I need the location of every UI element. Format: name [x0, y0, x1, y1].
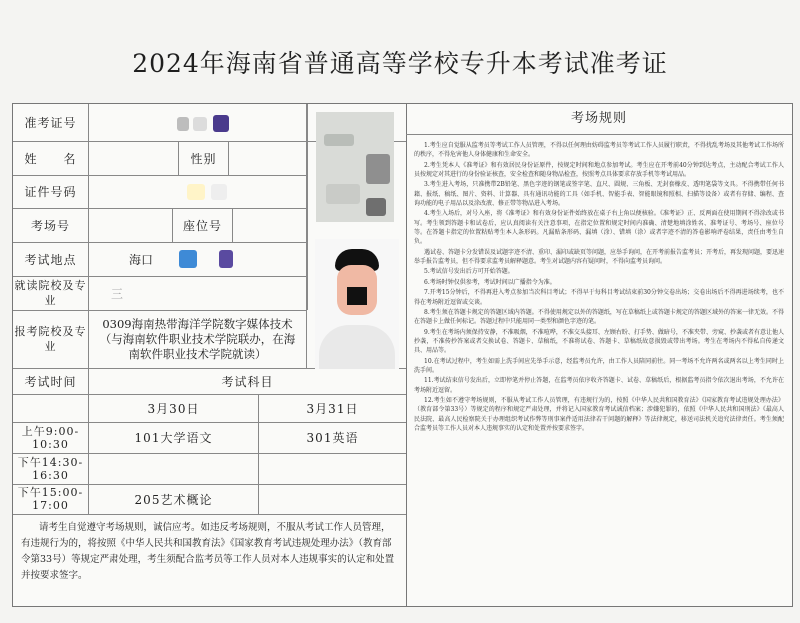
value-location: [89, 242, 307, 276]
rule-item: 6.考场时钟仅供参考，考试时间以广播指令为准。: [424, 278, 556, 286]
schedule-row-1: [13, 422, 406, 454]
label-id-no: 证件号码: [13, 175, 89, 208]
row-id-no: [13, 175, 307, 209]
exam-rules-panel: [406, 104, 792, 606]
exam-time-continued: [13, 394, 89, 422]
schedule-time-3: 下午15:00-17:00: [13, 484, 89, 514]
label-exam-time: 考试时间: [13, 368, 89, 394]
document-title: 2024年海南省普通高等学校专升本考试准考证: [132, 49, 668, 78]
row-dates: [13, 394, 406, 423]
portrait-photo: [315, 239, 399, 369]
row-location: [13, 242, 307, 277]
ticket-info-table: [13, 104, 407, 606]
schedule-subject-3-day1: 205艺术概论: [89, 484, 259, 514]
value-room-no: [89, 208, 173, 242]
value-gender: [229, 141, 307, 175]
value-id-no: [89, 175, 307, 208]
location-prefix: 海口: [129, 252, 154, 267]
school-major-prefix: 三: [111, 286, 124, 301]
rule-item: 1.考生应自觉服从监考员等考试工作人员管理，不得以任何理由妨碍监考员等考试工作人员履行职责，不得扰乱考场及其他考试工作场所的秩序，不得危害他人身体健康和生命安全。: [414, 142, 784, 159]
shoulders-shape: [319, 325, 395, 369]
schedule-time-1: 上午9:00-10:30: [13, 422, 89, 453]
schedule-subject-3-day2: [259, 484, 406, 514]
label-name: 姓 名: [13, 141, 89, 175]
integrity-note: 请考生自觉遵守考场规则，诚信应考。如违反考场规则，不服从考试工作人员管理，有违规行为的，将按照《中华人民共和国教育法》《国家教育考试违规处理办法》（教育部令第33号）等规定严肃处理，考生须配合监考员等工作人员对本人违规事实的认定和处置并按要求签字。: [21, 522, 395, 581]
redacted-blur: [213, 115, 229, 132]
rule-item: 12.考生如不遵守考场规则，不服从考试工作人员管理，有违规行为的，按照《中华人民共和国教育法》《国家教育考试违规处理办法》（教育部令第33号）等规定的程序和规定严肃处理，并将记入国家教育考试诚信档案；涉嫌犯罪的，依照《中华人民共和国刑法》《最高人民法院、最高人民检察院关于办理组织考试作弊等刑事案件适用法律若干问题的解释》等法律规定，移送司法机关追究法律责任。考生须配合监考员等工作人员对本人违规事实的认定和处置并按要求签字。: [414, 396, 784, 432]
value-exam-no: [89, 104, 307, 141]
date-day2: 3月31日: [306, 401, 359, 416]
schedule-row-3: [13, 484, 406, 515]
label-room-no: 考场号: [13, 208, 89, 242]
redacted-blur: [366, 154, 390, 184]
ticket-sheet: [12, 103, 793, 607]
label-subjects-header: 考试科目: [221, 374, 274, 389]
schedule-row-2: [13, 453, 406, 485]
rule-item: 8.考生须在答题卡规定的答题区域内答题。不得使用规定以外的答题纸，写在草稿纸上或答题卡规定的答题区域外的答案一律无效。不得在答题卡上做任何标记。答题过程中只能用同一类型和颜色字迹的笔。: [414, 308, 784, 326]
label-seat-no: 座位号: [173, 208, 233, 242]
row-room-seat: [13, 208, 307, 243]
schedule-subject-1-day1: 101大学语文: [89, 422, 259, 453]
rule-item: 3.考生进入考场，只准携带2B铅笔、黑色字迹的钢笔或签字笔、直尺、圆规、三角板、无封套橡皮、透明笔袋等文具。不得携带任何书籍、报纸、稿纸、图片、资料、计算器、具有通讯功能的工具（如手机、智能手表、智能眼镜和照相、扫描等设备）或者有存储、编程、查询功能的电子用品以及涂改液、修正带等物品进入考场。: [414, 181, 784, 208]
schedule-subject-2-day2: [259, 453, 406, 484]
rules-list: [406, 135, 792, 433]
redacted-blur: [211, 184, 227, 200]
rule-item: 10.在考试过程中，考生如需上洗手间应先举手示意，经监考员允许，由工作人员陪同前往。同一考场不允许两名或两名以上考生同时上洗手间。: [414, 357, 784, 374]
label-apply-school-major: 报考院校及专业: [13, 310, 89, 368]
schedule-subject-1-day2: 301英语: [306, 431, 359, 445]
redacted-blur: [187, 184, 205, 200]
value-apply-school-major: 0309海南热带海洋学院数字媒体技术（与海南软件职业技术学院联办，在海南软件职业技术学院就读）: [89, 310, 307, 368]
date-day1: 3月30日: [89, 394, 259, 422]
rule-item: 4.考生入场后，对号入座，将《准考证》和有效身份证件始终放在桌子右上角以便核验。《准考证》正、反两面在使用期间不得涂改或书写。考生领到答题卡和试卷后，应认真阅读有关注意事项，在指定位置和规定时间内准确、清楚地填涂姓名、准考证号、考场号、座位号等。在答题卡指定的位置粘贴考生本人条形码。凡漏贴条形码、漏填（涂）、错填（涂）或者字迹不清的答卷影响评卷结果，责任由考生自负。: [414, 210, 784, 246]
rules-heading: 考场规则: [406, 104, 792, 135]
redacted-blur: [177, 117, 189, 131]
value-name: [89, 141, 179, 175]
blurred-photo-1: [316, 112, 394, 222]
redacted-blur: [366, 198, 386, 216]
rule-item: 7.开考15分钟后，不得再进入考点参加当次科目考试；不得早于每科目考试结束前30分钟交卷出场；交卷出场后不得再进场续考，也不得在考场附近逗留或交谈。: [414, 289, 784, 306]
schedule-subject-2-day1: [89, 453, 259, 484]
row-name: [13, 141, 307, 176]
value-seat-no: [233, 208, 307, 242]
redacted-blur: [347, 287, 367, 305]
schedule-time-2: 下午14:30-16:30: [13, 453, 89, 484]
photo-column-divider: [307, 104, 308, 310]
label-exam-no: 准考证号: [13, 104, 89, 141]
redacted-blur: [326, 184, 360, 204]
rule-item: 5.考试信号发出后方可开始答题。: [424, 268, 514, 276]
rule-item: 11.考试结束信号发出后，立即停笔并停止答题，在监考员依序收齐答题卡、试卷、草稿纸后，根据监考员指令依次退出考场，不允许在考场附近逗留。: [414, 377, 784, 394]
redacted-blur: [219, 250, 233, 268]
label-location: 考试地点: [13, 242, 89, 276]
label-gender: 性别: [179, 141, 229, 175]
label-school-major: 就读院校及专业: [13, 276, 89, 310]
redacted-blur: [193, 117, 207, 131]
row-subjects-header: [13, 368, 406, 395]
value-school-major: [89, 276, 307, 310]
redacted-blur: [324, 134, 354, 146]
rule-item: 遇试卷、答题卡分发错误及试题字迹不清、重印、漏印或缺页等问题，应举手询问，在开考前报告监考员；开考后，再发现问题，要迅速举手报告监考员，但不得要求监考员解释题意。考生对试题内容有疑问时，不得向监考员询问。: [414, 248, 785, 266]
row-school-major: [13, 276, 307, 311]
redacted-blur: [179, 250, 197, 268]
rule-item: 9.考生在考场内须保持安静，不准吸烟，不准喧哗，不准交头接耳、左顾右盼、打手势、做暗号，不准夹带、旁窥、抄袭或者有意让他人抄袭，不准传抄答案或者交换试卷、答题卡、草稿纸，不准将试卷、答题卡、草稿纸故意损毁或带出考场。考生在考场内不得私自传递文具、用品等。: [414, 328, 784, 355]
rule-item: 2.考生凭本人《准考证》和有效居民身份证原件，按规定时间和地点参加考试。考生应在开考前40分钟到达考点，主动配合考试工作人员按规定对其进行的身份验证核查，安全检查和随身物品检查，按照考点具体要求存放手机等考试用品。: [414, 161, 784, 179]
